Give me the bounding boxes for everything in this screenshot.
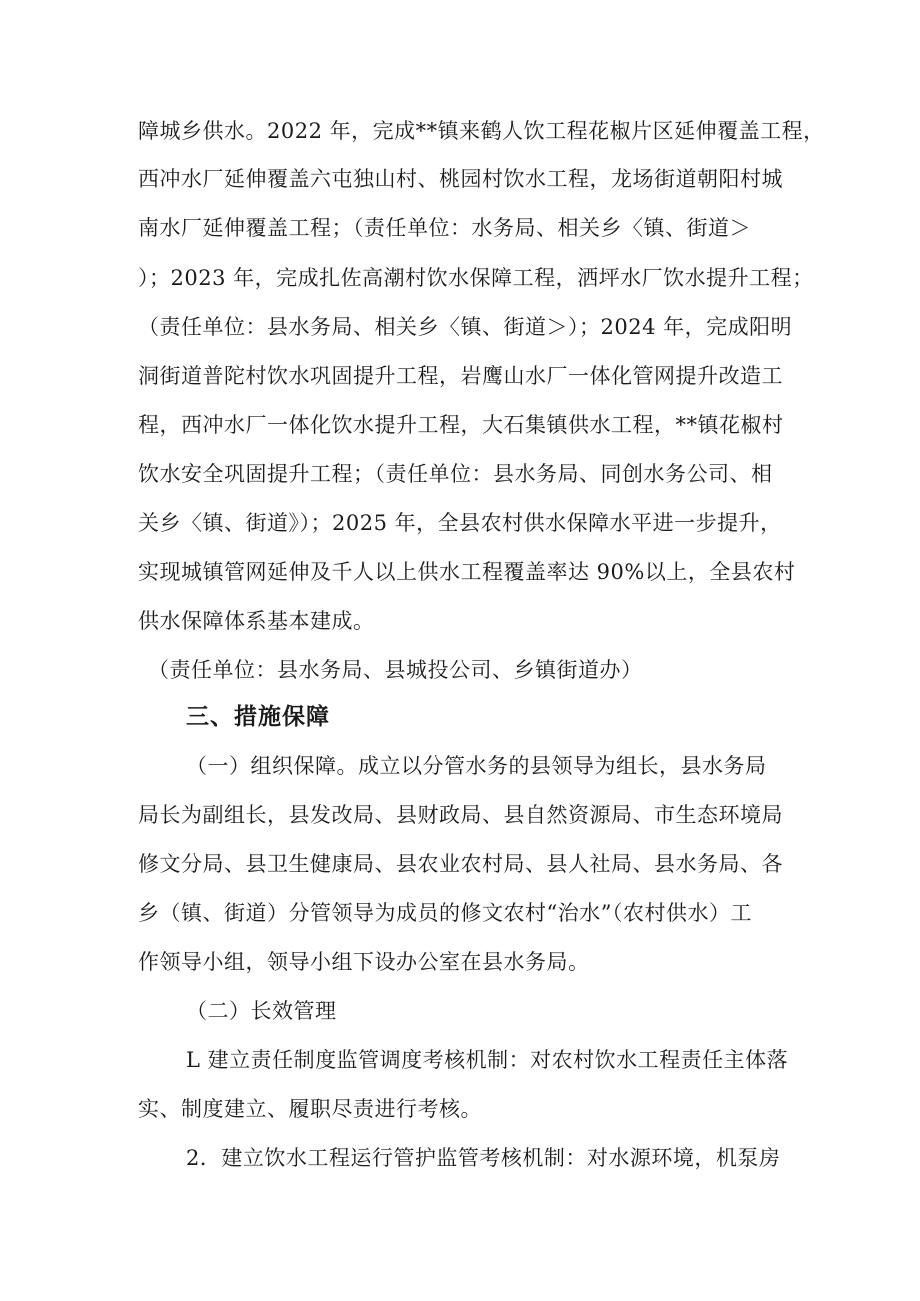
subheading: （二）长效管理 bbox=[186, 999, 337, 1023]
body-text-line: 供水保障体系基本建成。 bbox=[138, 609, 375, 633]
body-text-line: 关乡〈镇、街道》）；2025 年，全县农村供水保障水平进一步提升， bbox=[138, 511, 782, 535]
body-text-line: 饮水安全巩固提升工程；（责任单位：县水务局、同创水务公司、相 bbox=[138, 462, 773, 486]
body-text-line: 程，西冲水厂一体化饮水提升工程，大石集镇供水工程，**镇花椒村 bbox=[138, 413, 784, 437]
body-text-line: 实现城镇管网延伸及千人以上供水工程覆盖率达 90%以上，全县农村 bbox=[138, 560, 796, 584]
org-para-line: 修文分局、县卫生健康局、县农业农村局、县人社局、县水务局、各 bbox=[138, 852, 783, 876]
body-text-line: 障城乡供水。2022 年，完成**镇来鹤人饮工程花椒片区延伸覆盖工程， bbox=[138, 119, 825, 143]
body-text-line: 西冲水厂延伸覆盖六屯独山村、桃园村饮水工程，龙场街道朝阳村城 bbox=[138, 167, 783, 191]
org-para-line: （一）组织保障。成立以分管水务的县领导为组长，县水务局 bbox=[186, 754, 767, 778]
org-para-line: 乡（镇、街道）分管领导为成员的修文农村“治水”（农村供水）工 bbox=[138, 901, 752, 925]
body-text-line: （责任单位：县水务局、相关乡〈镇、街道＞）；2024 年，完成阳明 bbox=[138, 315, 793, 339]
item-line: 2．建立饮水工程运行管护监管考核机制：对水源环境，机泵房 bbox=[186, 1146, 781, 1170]
responsibility-note: （责任单位：县水务局、县城投公司、乡镇街道办） bbox=[148, 658, 643, 682]
item-line: L 建立责任制度监管调度考核机制：对农村饮水工程责任主体落 bbox=[186, 1048, 789, 1072]
section-heading: 三、措施保障 bbox=[186, 704, 330, 730]
body-text-line: 南水厂延伸覆盖工程；（责任单位：水务局、相关乡〈镇、街道＞ bbox=[138, 216, 751, 240]
body-text-line: 洞街道普陀村饮水巩固提升工程，岩鹰山水厂一体化管网提升改造工 bbox=[138, 364, 783, 388]
org-para-line: 作领导小组，领导小组下设办公室在县水务局。 bbox=[138, 950, 590, 974]
org-para-line: 局长为副组长，县发改局、县财政局、县自然资源局、市生态环境局 bbox=[138, 803, 783, 827]
item-line: 实、制度建立、履职尽责进行考核。 bbox=[138, 1097, 482, 1121]
body-text-line: ）；2023 年，完成扎佐高潮村饮水保障工程，洒坪水厂饮水提升工程； bbox=[138, 266, 814, 290]
